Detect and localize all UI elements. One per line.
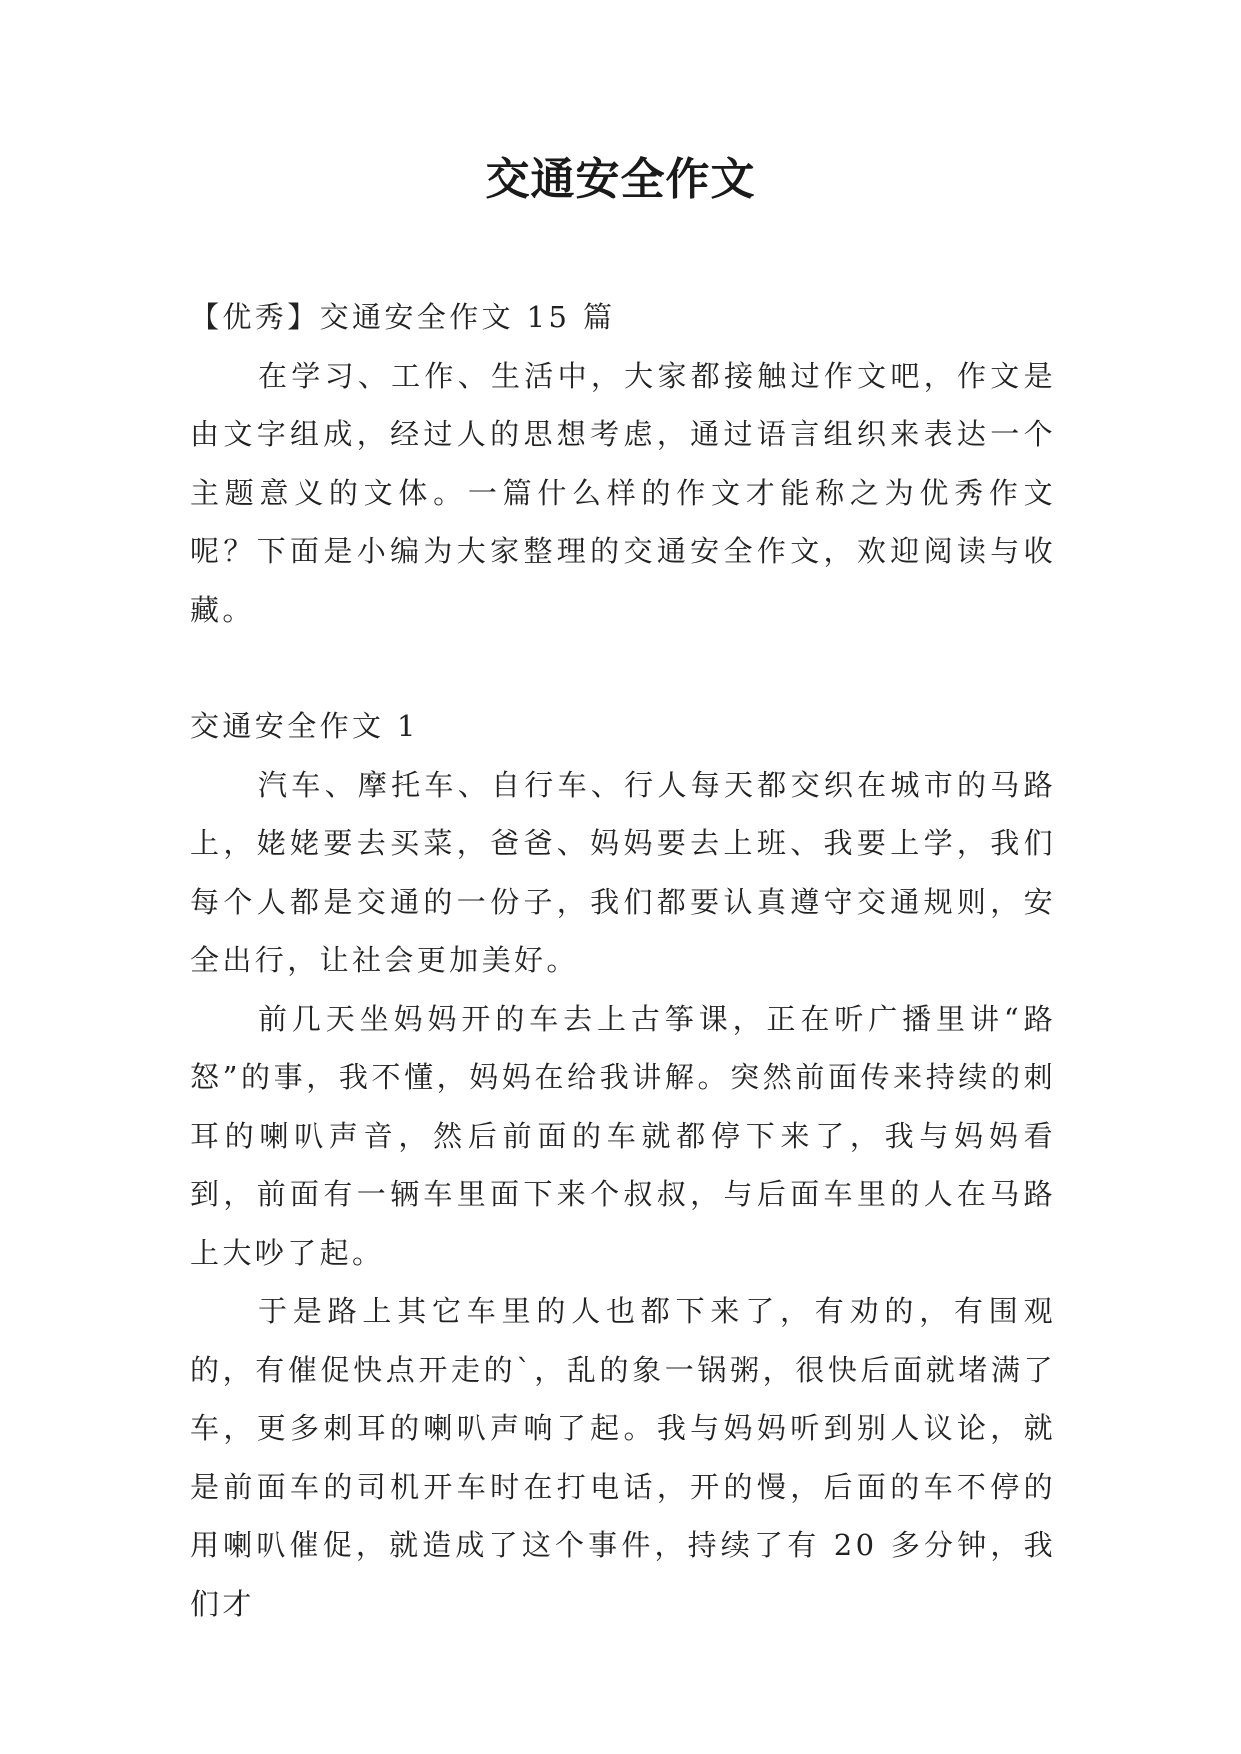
- essay-paragraph: 于是路上其它车里的人也都下来了，有劝的，有围观的，有催促快点开走的`，乱的象一锅粥，很快后面就堵满了车，更多刺耳的喇叭声响了起。我与妈妈听到别人议论，就是前面车的司机开车时在打电话，开的慢，后面的车不停的用喇叭催促，就造成了这个事件，持续了有 20 多分钟，我们才: [190, 1294, 1056, 1621]
- essay-heading: 交通安全作文 1: [190, 709, 419, 743]
- intro-paragraph: 在学习、工作、生活中，大家都接触过作文吧，作文是由文字组成，经过人的思想考虑，通过语言组织来表达一个主题意义的文体。一篇什么样的作文才能称之为优秀作文呢？下面是小编为大家整理的交通安全作文，欢迎阅读与收藏。: [190, 358, 1056, 627]
- document-subtitle: 【优秀】交通安全作文 15 篇: [190, 300, 616, 334]
- section-spacer: [190, 639, 1056, 697]
- document-body: [190, 288, 1056, 1633]
- essay-paragraph: 前几天坐妈妈开的车去上古筝课，正在听广播里讲“路怒”的事，我不懂，妈妈在给我讲解。突然前面传来持续的刺耳的喇叭声音，然后前面的车就都停下来了，我与妈妈看到，前面有一辆车里面下来个叔叔，与后面车里的人在马路上大吵了起。: [190, 1001, 1056, 1270]
- document-title: 交通安全作文: [485, 154, 756, 205]
- essay-paragraph: 汽车、摩托车、自行车、行人每天都交织在城市的马路上，姥姥要去买菜，爸爸、妈妈要去上班、我要上学，我们每个人都是交通的一份子，我们都要认真遵守交通规则，安全出行，让社会更加美好。: [190, 767, 1056, 977]
